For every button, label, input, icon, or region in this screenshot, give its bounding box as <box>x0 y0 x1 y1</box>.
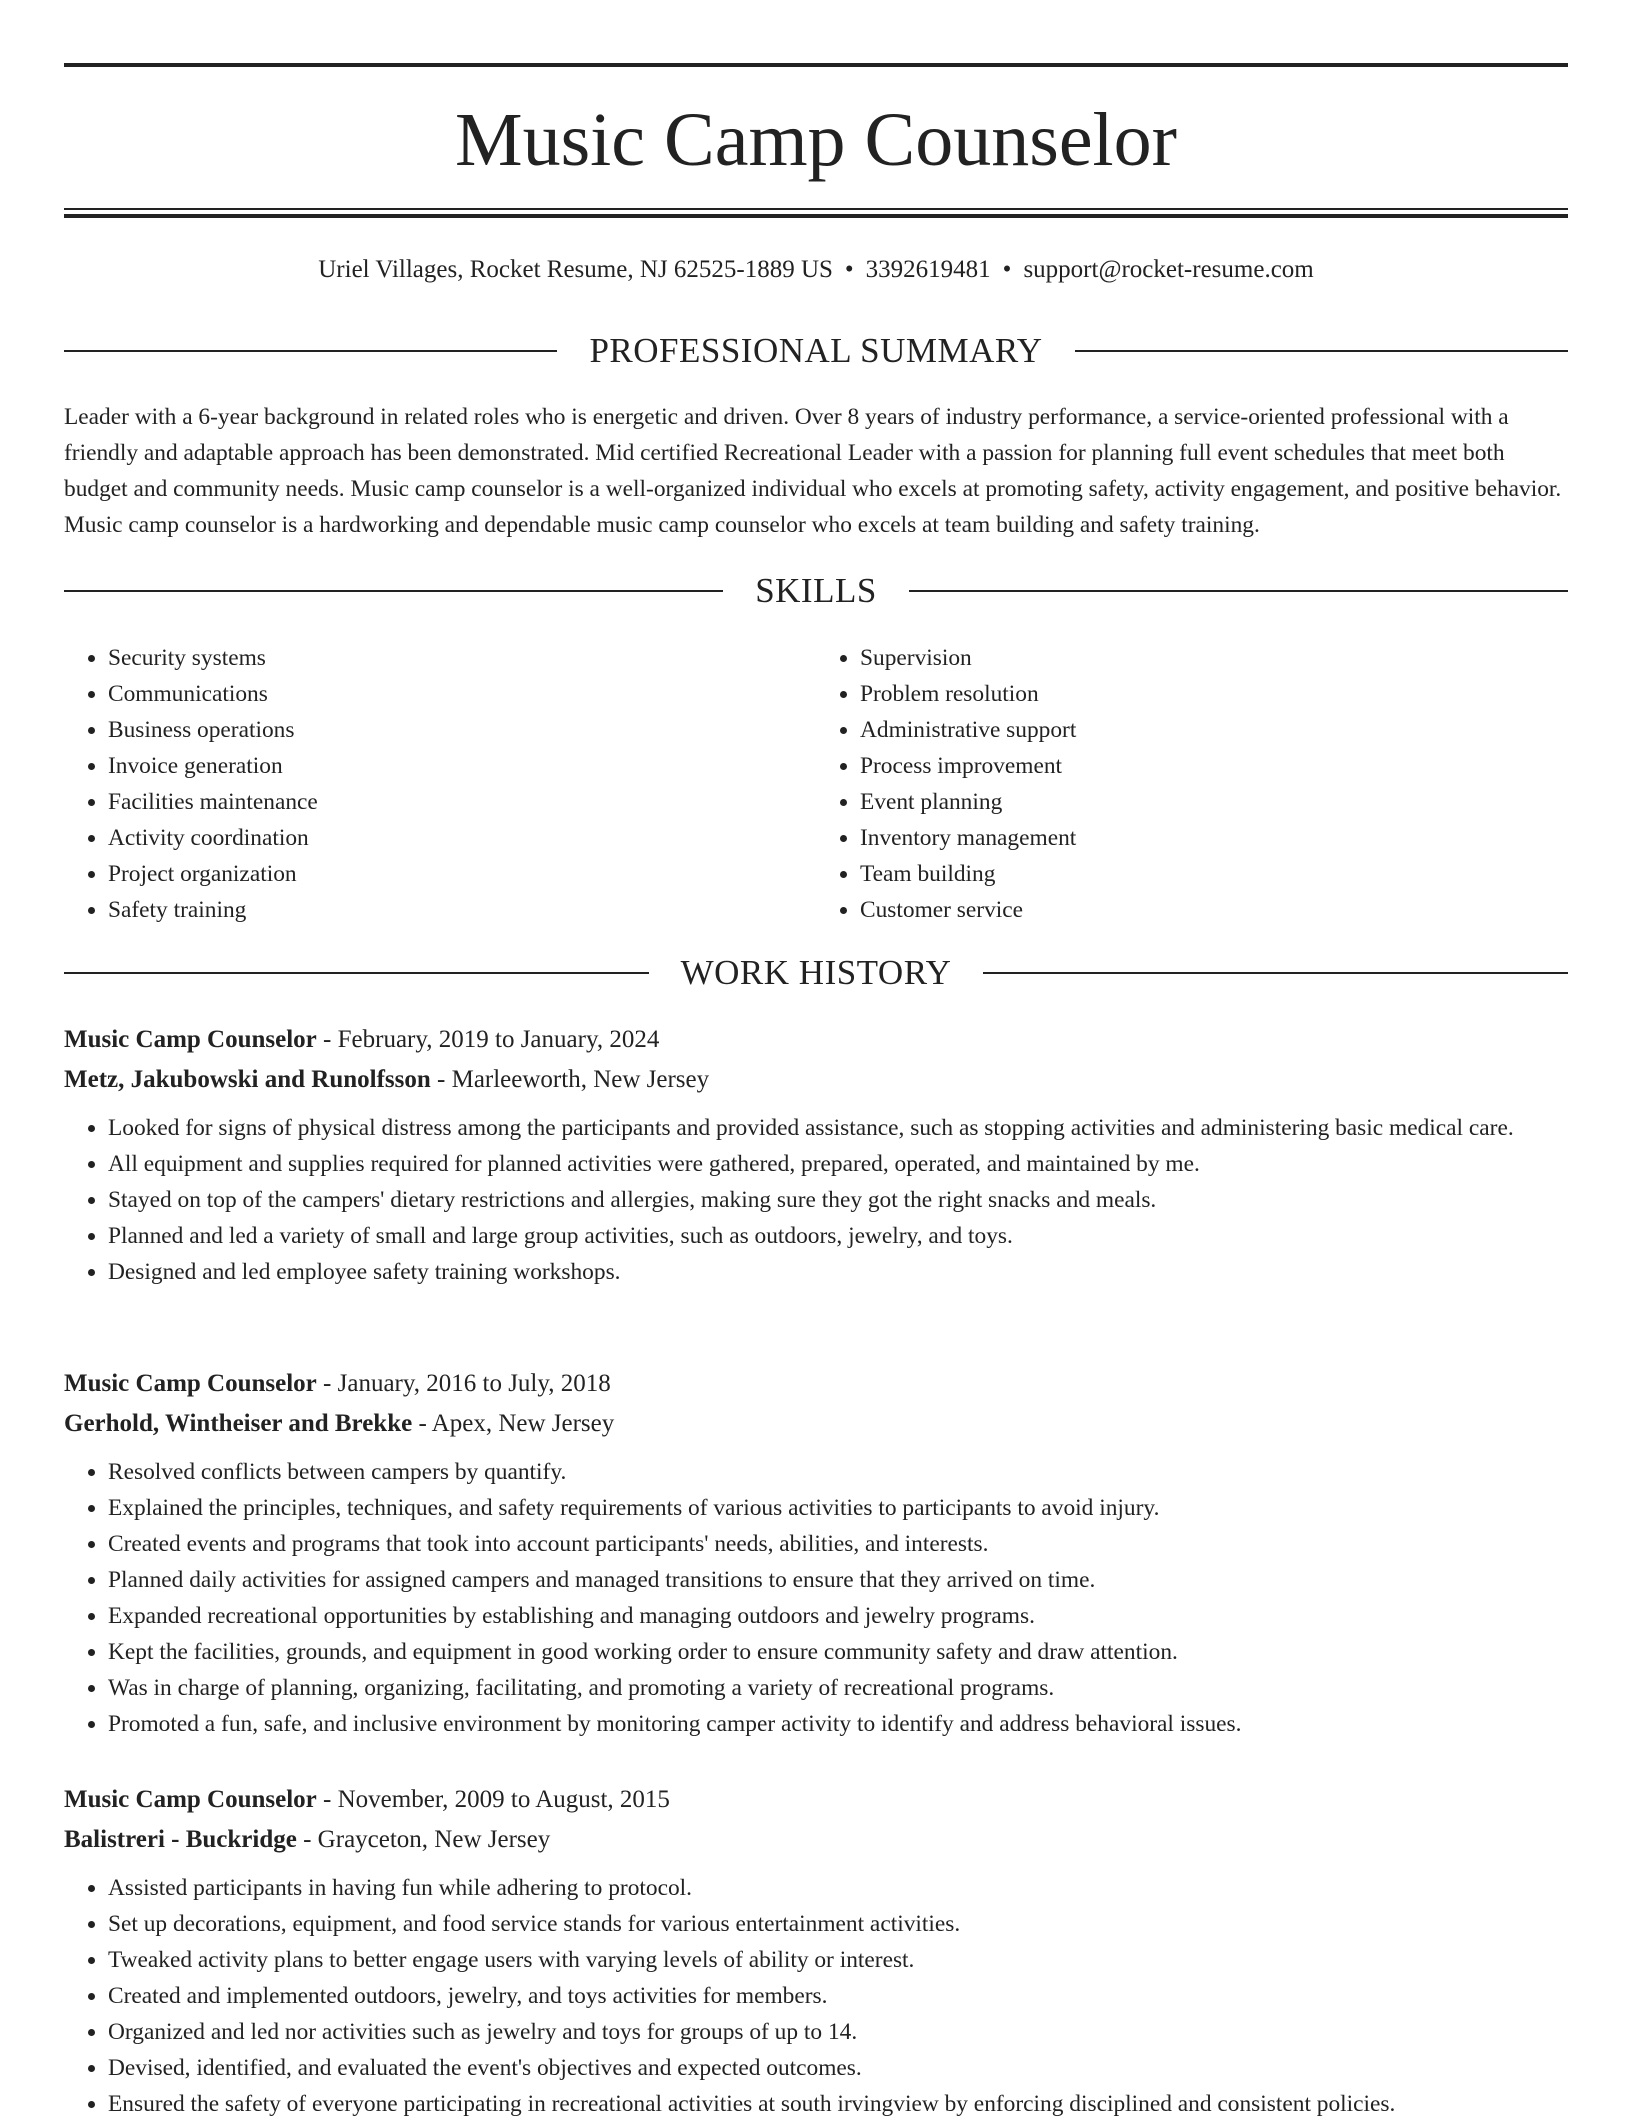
skills-column-right <box>816 640 1568 928</box>
job-entry <box>64 1780 1568 2122</box>
job-bullet: • Designed and led employee safety training workshops. <box>108 1254 1568 1290</box>
skill-item: • Supervision <box>860 640 1568 676</box>
heading-rule <box>64 350 557 352</box>
skill-item: • Facilities maintenance <box>108 784 816 820</box>
job-bullet: • Organized and led nor activities such as jewelry and toys for groups of up to 14. <box>108 2014 1568 2050</box>
job-company-line <box>64 1820 1568 1860</box>
skill-item: • Safety training <box>108 892 816 928</box>
job-bullets <box>64 1110 1568 1290</box>
job-title-line <box>64 1020 1568 1060</box>
job-dates: - January, 2016 to July, 2018 <box>316 1370 611 1397</box>
job-location: - Grayceton, New Jersey <box>296 1826 551 1853</box>
job-bullets <box>64 1454 1568 1742</box>
heading-rule <box>983 972 1568 974</box>
heading-rule <box>1075 350 1568 352</box>
skills-list <box>64 640 1568 928</box>
job-title: Music Camp Counselor <box>64 1786 317 1813</box>
job-bullet: • Set up decorations, equipment, and food service stands for various entertainment activities. <box>108 1906 1568 1942</box>
skill-item: • Customer service <box>860 892 1568 928</box>
work-history-heading <box>64 953 1568 993</box>
job-company-line <box>64 1060 1568 1100</box>
job-bullet: • Was in charge of planning, organizing, facilitating, and promoting a variety of recreational programs. <box>108 1670 1568 1706</box>
heading-rule <box>64 972 649 974</box>
skill-item: • Process improvement <box>860 748 1568 784</box>
skills-heading <box>64 571 1568 611</box>
skill-item: • Project organization <box>108 856 816 892</box>
job-bullet: • Created and implemented outdoors, jewelry, and toys activities for members. <box>108 1978 1568 2014</box>
job-company: Metz, Jakubowski and Runolfsson <box>64 1066 431 1093</box>
job-location: - Apex, New Jersey <box>412 1410 615 1437</box>
job-bullet: • Created events and programs that took into account participants' needs, abilities, and interests. <box>108 1526 1568 1562</box>
job-company-line <box>64 1404 1568 1444</box>
job-entry <box>64 1364 1568 1742</box>
job-bullet: • Planned and led a variety of small and large group activities, such as outdoors, jewelry, and toys. <box>108 1218 1568 1254</box>
contact-phone[interactable]: 3392619481 <box>865 256 991 283</box>
skill-item: • Event planning <box>860 784 1568 820</box>
job-dates: - November, 2009 to August, 2015 <box>316 1786 670 1813</box>
contact-separator: • <box>1002 256 1012 283</box>
job-bullets <box>64 1870 1568 2122</box>
job-bullet: • Promoted a fun, safe, and inclusive environment by monitoring camper activity to identify and address behavioral issues. <box>108 1706 1568 1742</box>
skills-column-left <box>64 640 816 928</box>
contact-email[interactable]: support@rocket-resume.com <box>1023 256 1314 283</box>
job-entry <box>64 1020 1568 1290</box>
heading-rule <box>64 590 723 592</box>
job-bullet: • Assisted participants in having fun while adhering to protocol. <box>108 1870 1568 1906</box>
job-bullet: • Tweaked activity plans to better engage users with varying levels of ability or interest. <box>108 1942 1568 1978</box>
job-bullet: • Kept the facilities, grounds, and equipment in good working order to ensure community safety and draw attention. <box>108 1634 1568 1670</box>
contact-address: Uriel Villages, Rocket Resume, NJ 62525-1889 US <box>318 256 833 283</box>
job-bullet: • Resolved conflicts between campers by quantify. <box>108 1454 1568 1490</box>
summary-heading <box>64 331 1568 371</box>
resume-title: Music Camp Counselor <box>455 98 1177 182</box>
job-title: Music Camp Counselor <box>64 1370 317 1397</box>
job-bullet: • Explained the principles, techniques, and safety requirements of various activities to participants to avoid injury. <box>108 1490 1568 1526</box>
job-bullet: • Ensured the safety of everyone participating in recreational activities at south irvingview by enforcing disciplined and consistent policies. <box>108 2086 1568 2122</box>
job-company: Balistreri - Buckridge <box>64 1826 297 1853</box>
top-rule <box>64 63 1568 67</box>
job-title: Music Camp Counselor <box>64 1026 317 1053</box>
job-bullet: • Looked for signs of physical distress among the participants and provided assistance, such as stopping activities and administering basic medical care. <box>108 1110 1568 1146</box>
job-title-line <box>64 1364 1568 1404</box>
contact-separator: • <box>844 256 854 283</box>
skill-item: • Team building <box>860 856 1568 892</box>
job-bullet: • Expanded recreational opportunities by establishing and managing outdoors and jewelry programs. <box>108 1598 1568 1634</box>
job-bullet: • All equipment and supplies required for planned activities were gathered, prepared, operated, and maintained by me. <box>108 1146 1568 1182</box>
summary-heading-label: PROFESSIONAL SUMMARY <box>589 331 1043 370</box>
title-double-rule <box>64 208 1568 218</box>
job-bullet: • Planned daily activities for assigned campers and managed transitions to ensure that they arrived on time. <box>108 1562 1568 1598</box>
job-bullet: • Stayed on top of the campers' dietary restrictions and allergies, making sure they got the right snacks and meals. <box>108 1182 1568 1218</box>
job-bullet: • Devised, identified, and evaluated the event's objectives and expected outcomes. <box>108 2050 1568 2086</box>
job-title-line <box>64 1780 1568 1820</box>
contact-line <box>64 254 1568 286</box>
work-history-heading-label: WORK HISTORY <box>680 953 952 992</box>
skill-item: • Business operations <box>108 712 816 748</box>
heading-rule <box>909 590 1568 592</box>
job-location: - Marleeworth, New Jersey <box>430 1066 710 1093</box>
skill-item: • Inventory management <box>860 820 1568 856</box>
skill-item: • Invoice generation <box>108 748 816 784</box>
job-company: Gerhold, Wintheiser and Brekke <box>64 1410 413 1437</box>
skill-item: • Security systems <box>108 640 816 676</box>
skill-item: • Activity coordination <box>108 820 816 856</box>
job-dates: - February, 2019 to January, 2024 <box>316 1026 660 1053</box>
skill-item: • Problem resolution <box>860 676 1568 712</box>
skills-heading-label: SKILLS <box>755 571 877 610</box>
skill-item: • Communications <box>108 676 816 712</box>
summary-text: Leader with a 6-year background in related roles who is energetic and driven. Over 8 years of industry performance, a service-oriented professional with a friendly and adaptable approach has been demonstrated. Mid certified Recreational Leader with a passion for planning full event schedules that meet both budget and community needs. Music camp counselor is a well-organized individual who excels at promoting safety, activity engagement, and positive behavior. Music camp counselor is a hardworking and dependable music camp counselor who excels at team building and safety training. <box>64 404 1562 538</box>
skill-item: • Administrative support <box>860 712 1568 748</box>
